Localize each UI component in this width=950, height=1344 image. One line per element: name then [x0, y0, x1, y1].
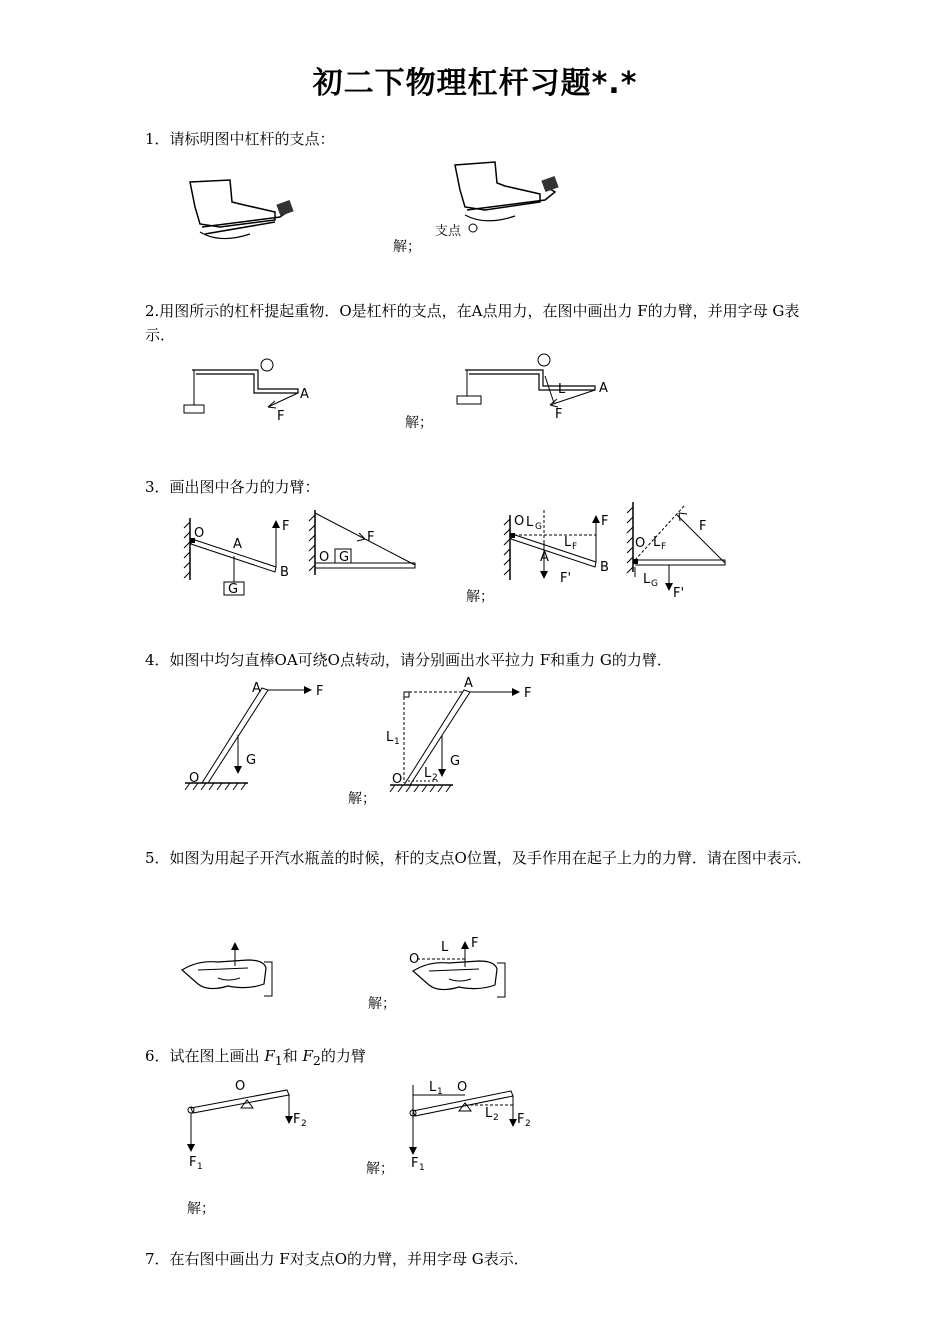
q2-solution-label: 解； [405, 415, 433, 431]
q3-sa-f: F [601, 514, 609, 529]
q6-f2: F [302, 1047, 313, 1065]
q6-fig-f1: F [189, 1155, 197, 1170]
q3-sa-o: O [514, 514, 525, 529]
q3-sb-lg: L [643, 572, 651, 587]
q6-f1-sub: 1 [274, 1053, 283, 1068]
q6-sol-f1: F [411, 1156, 419, 1171]
q3-solution-label: 解； [466, 589, 494, 605]
q6-sol-l2-sub: 2 [493, 1113, 499, 1123]
q4-solution-figure [380, 675, 540, 800]
q3-sa-lg: L [526, 515, 534, 530]
question-4-text: 4．如图中均匀直棒OA可绕O点转动，请分别画出水平拉力 F和重力 G的力臂． [145, 651, 672, 669]
q6-fig-f2-sub: 2 [301, 1119, 307, 1129]
q6-and: 和 [282, 1047, 298, 1065]
q6-sol-l2: L [485, 1106, 493, 1121]
q4-sol-l1-sub: 1 [394, 737, 400, 747]
question-6-text [145, 1044, 825, 1073]
q4-f: F [316, 684, 324, 699]
q6-f1: F [264, 1047, 275, 1065]
q3-solution-figure-b [625, 497, 735, 602]
q4-sol-a: A [464, 676, 473, 691]
q6-sol-f1-sub: 1 [419, 1163, 425, 1173]
q3-sb-lf: L [653, 535, 661, 550]
q5-sol-o: O [409, 952, 420, 967]
question-5-text: 5．如图为用起子开汽水瓶盖的时候，杆的支点O位置，及手作用在起子上力的力臂．请在图中表示． [145, 849, 812, 867]
q3-sa-a: A [540, 550, 549, 565]
q3-b-f: F [367, 530, 375, 545]
q3-b-weight: G [339, 550, 350, 565]
q3-b-o: O [319, 550, 330, 565]
q1-solution-figure-shoe [435, 150, 570, 245]
q3-sa-f2: F' [560, 571, 572, 586]
q1-figure-shoe [180, 172, 300, 252]
q3-sb-o: O [635, 536, 646, 551]
q3-sa-lf: L [564, 535, 572, 550]
q5-solution-figure-hand [405, 935, 515, 1005]
q4-sol-l2: L [424, 766, 432, 781]
q6-solution-figure [405, 1075, 545, 1173]
q4-sol-l2-sub: 2 [432, 773, 438, 783]
q6-solution-label-2: 解； [187, 1201, 215, 1217]
q6-suffix: 的力臂 [320, 1047, 366, 1065]
q3-figure-a [180, 510, 300, 600]
q2-label-a: A [300, 387, 309, 402]
q3-sb-lf-sub: F [661, 542, 667, 552]
q5-solution-label: 解； [368, 996, 396, 1012]
question-1-text: 1．请标明图中杠杆的支点： [145, 130, 335, 148]
q3-sb-f: F [699, 519, 707, 534]
q3-sa-b: B [600, 560, 609, 575]
page-title: 初二下物理杠杆习题*.* [312, 66, 638, 101]
q4-sol-l1: L [386, 730, 394, 745]
question-7-text: 7．在右图中画出力 F对支点O的力臂，并用字母 G表示． [145, 1250, 529, 1268]
q3-sa-lg-sub: G [535, 522, 542, 532]
q3-a-b: B [280, 565, 289, 580]
q6-sol-o: O [457, 1080, 468, 1095]
q2-sol-label-f: F [555, 407, 563, 422]
q3-solution-figure-a [500, 505, 620, 590]
q2-label-f: F [277, 409, 285, 424]
q4-sol-f: F [524, 686, 532, 701]
q4-o: O [189, 771, 200, 786]
q4-figure [180, 680, 340, 795]
q1-fulcrum-circle [469, 224, 477, 232]
q6-sol-f2-sub: 2 [525, 1119, 531, 1129]
q4-sol-g: G [450, 754, 461, 769]
q3-a-f: F [282, 519, 290, 534]
q2-solution-figure [455, 348, 625, 423]
q6-solution-label: 解； [366, 1161, 394, 1177]
q4-sol-o: O [392, 772, 403, 787]
q1-fulcrum-label: 支点 [435, 224, 462, 239]
q5-sol-f: F [471, 936, 479, 951]
q6-fig-f1-sub: 1 [197, 1162, 203, 1172]
q4-solution-label: 解； [348, 791, 376, 807]
q5-figure-hand [178, 940, 278, 1000]
q2-figure-lever [180, 355, 320, 425]
q3-sb-f2: F' [673, 586, 685, 601]
q3-a-o: O [194, 526, 205, 541]
q3-a-a: A [233, 537, 242, 552]
q5-sol-l: L [441, 940, 449, 955]
q6-prefix: 6．试在图上画出 [145, 1047, 260, 1065]
q1-solution-label: 解； [393, 239, 421, 255]
q6-o: O [235, 1079, 246, 1094]
question-2-text: 2.用图所示的杠杆提起重物．O是杠杆的支点，在A点用力，在图中画出力 F的力臂，并用字母 G表示． [145, 302, 800, 344]
q3-sa-lf-sub: F [572, 542, 578, 552]
q3-sb-lg-sub: G [651, 579, 658, 589]
q6-figure [185, 1078, 320, 1170]
q6-fig-f2: F [293, 1112, 301, 1127]
question-3-text: 3．画出图中各力的力臂： [145, 478, 320, 496]
q6-sol-l1: L [429, 1080, 437, 1095]
q3-figure-b [305, 505, 425, 585]
q2-sol-label-a: A [599, 381, 608, 396]
q4-g: G [246, 753, 257, 768]
q3-a-weight: G [228, 582, 239, 597]
q6-f2-sub: 2 [312, 1053, 321, 1068]
q6-sol-l1-sub: 1 [437, 1087, 443, 1097]
q2-label-arm: L [558, 382, 566, 397]
q4-a: A [252, 681, 261, 696]
q6-sol-f2: F [517, 1112, 525, 1127]
